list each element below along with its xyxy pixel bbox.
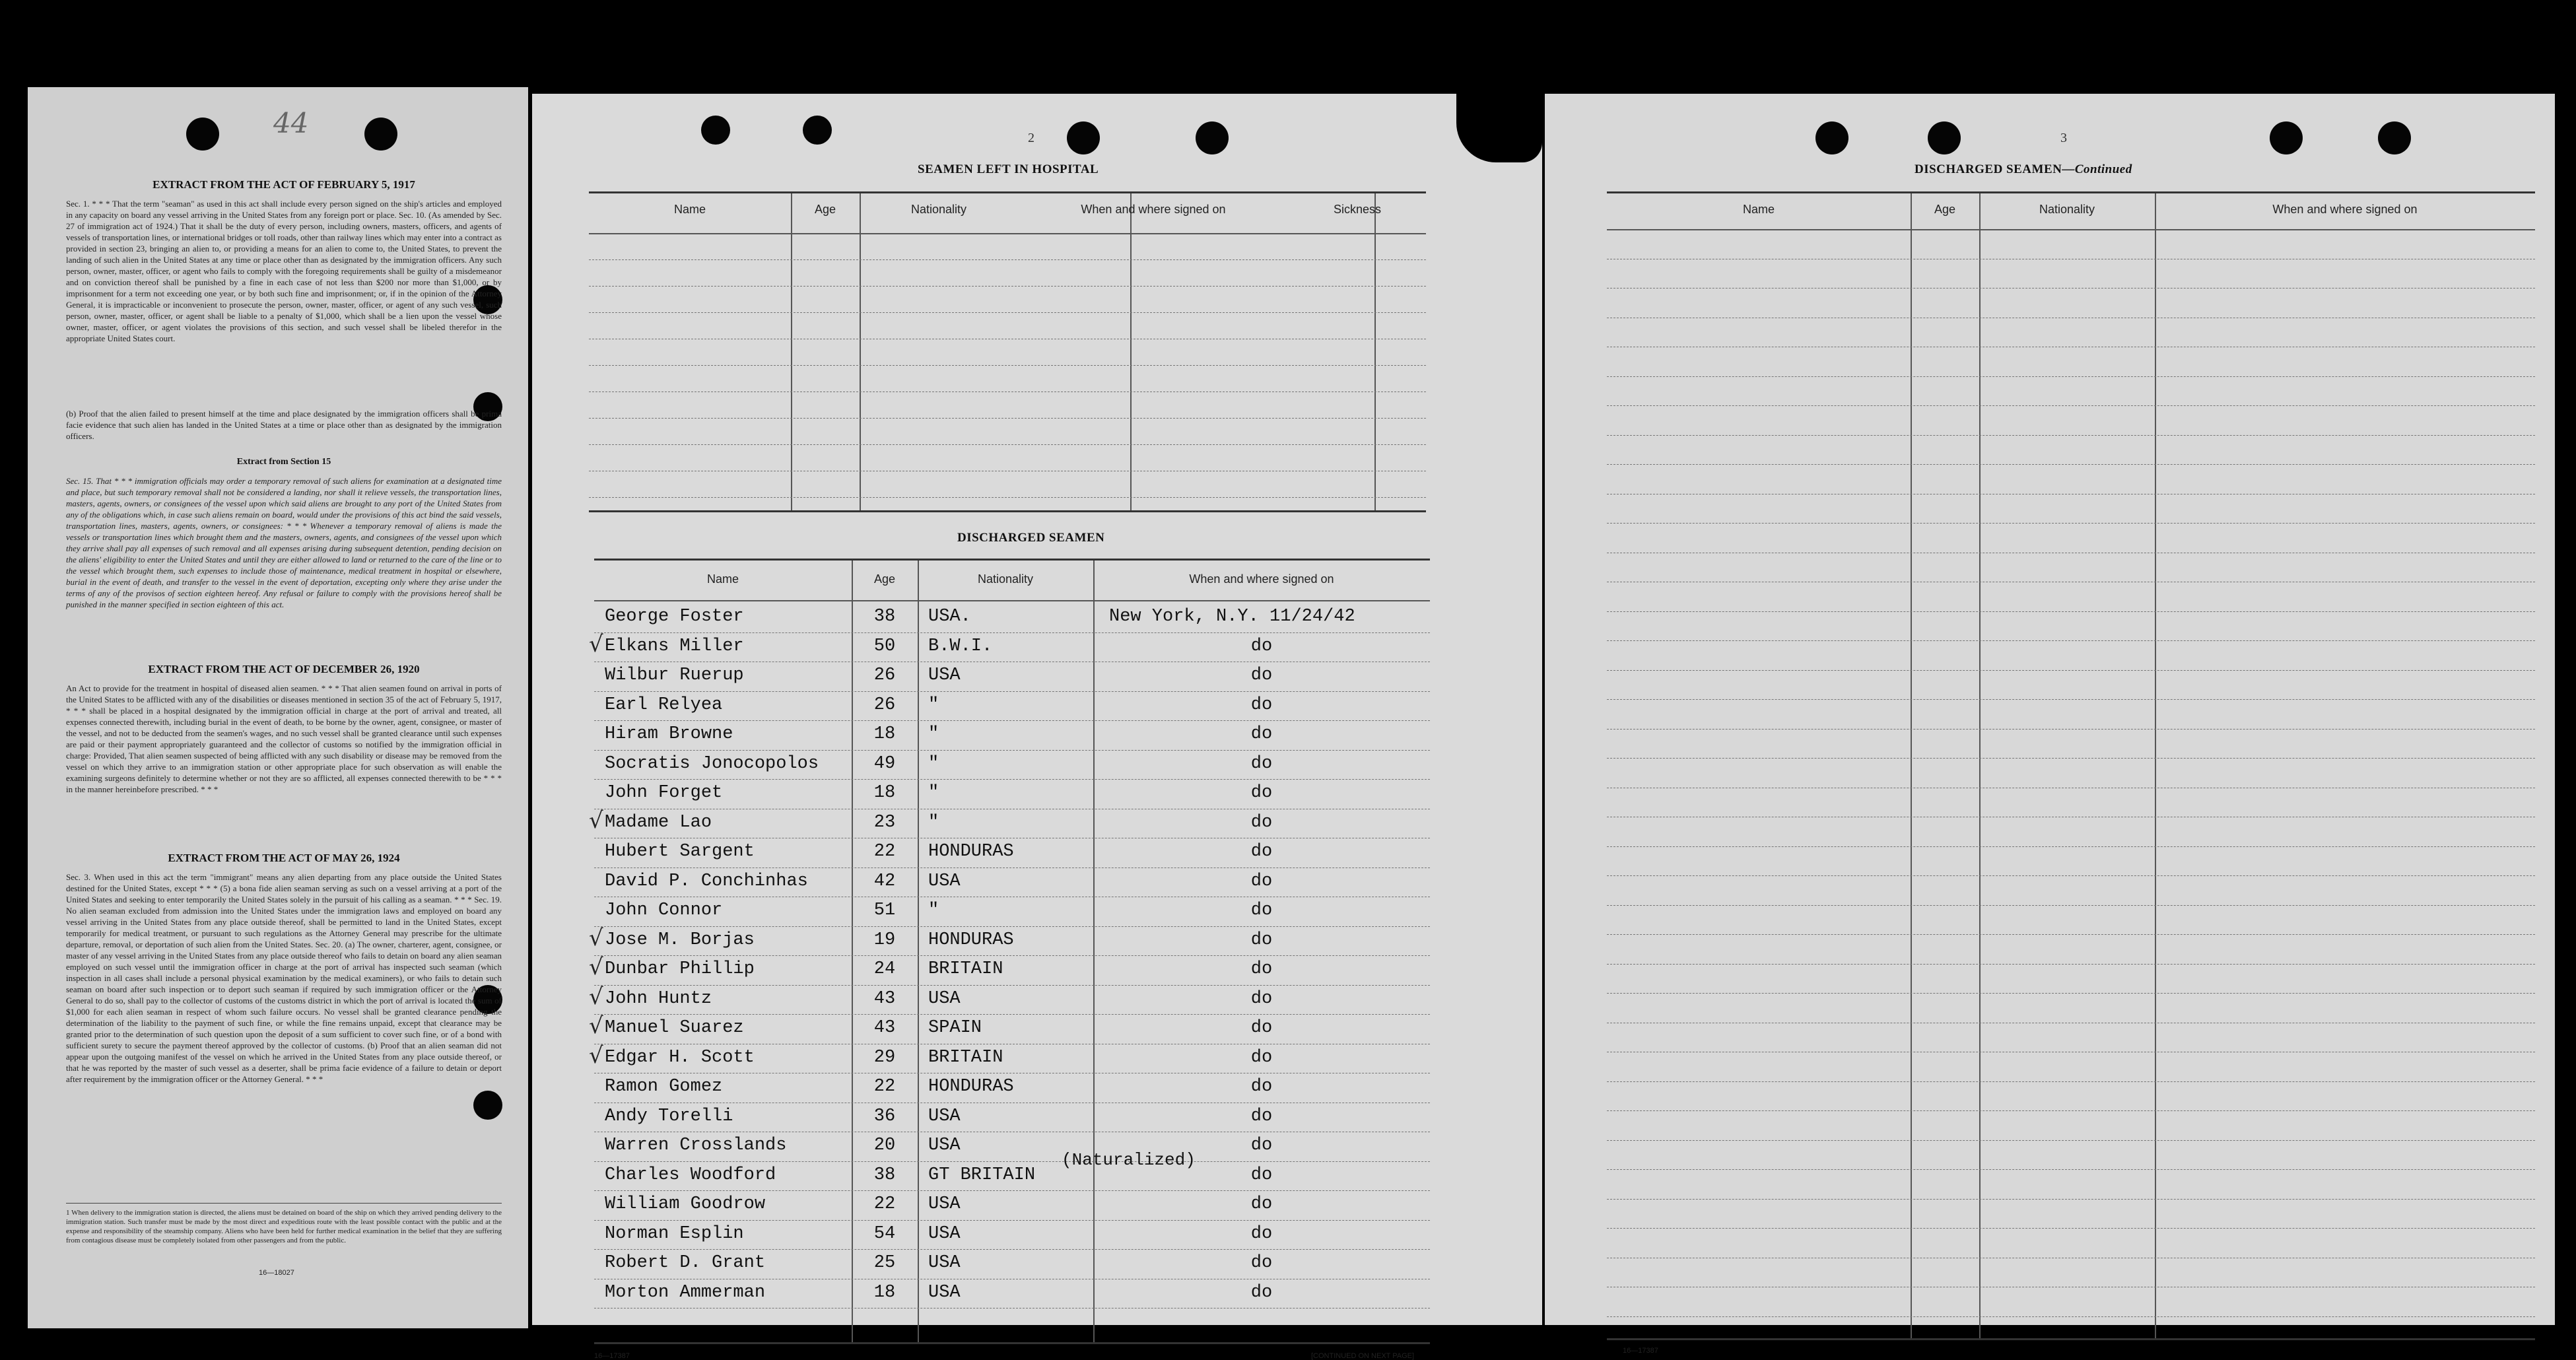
page-number: 3 xyxy=(2060,131,2067,145)
right-form-code: 16—17387 xyxy=(1623,1347,1658,1355)
row-rule xyxy=(1607,288,2535,289)
seaman-nationality: USA xyxy=(928,1282,961,1303)
act-1924-text: Sec. 3. When used in this act the term "immigrant" means any alien departing from any place outside the United States destined for the United States, except * * * (5) a bona fide alien seaman serving as such on a vessel arriving at a port of the United States and seeking to enter temporarily the United States solely in the pursuit of his calling as a seaman. * * * Sec. 19. No alien seaman excluded from admission into the United States under the immigration laws and employed on board any vessel arriving in the United States from any place outside thereof, shall be permitted to land in the United States, except temporarily for medical treatment, or pursuant to such regulations as the Attorney General may prescribe for the ultimate departure, removal, or deportation of such alien from the United States. Sec. 20. (a) The owner, charterer, agent, consignee, or master of any vessel arriving in the United States from any place outside thereof who fails to detain on board any alien seaman employed on such vessel until the immigration officer in charge at the port of arrival has inspected such seaman (which inspection in all cases shall include a personal physical examination by the medical examiners), or who fails to detain such seaman on board after such inspection or to deport such seaman if required by such immigration officer or the Attorney General to do so, shall pay to the collector of customs of the customs district in which the port of arrival is located the sum of $1,000 for each alien seaman in respect of whom such failure occurs. No vessel shall be granted clearance pending the determination of the liability to the payment of such fine, or while the fine remains unpaid, except that clearance may be granted prior to the determination of such question upon the deposit of a sum sufficient to cover such fine, or of a bond with sufficient surety to secure the payment thereof approved by the collector of customs. (b) Proof that an alien seaman did not appear upon the outgoing manifest of the vessel on which he arrived in the United States from any place outside thereof, or that he was reported by the master of such vessel as a deserter, shall be prima facie evidence of a failure to detain or deport after requirement by the immigration officer or the Attorney General. * * * xyxy=(66,872,502,1084)
seaman-nationality: BRITAIN xyxy=(928,959,1003,979)
seaman-name: John Huntz xyxy=(605,988,712,1009)
row-rule xyxy=(594,632,1430,633)
seaman-name: Hiram Browne xyxy=(605,724,733,744)
seaman-age: 26 xyxy=(873,695,896,715)
seaman-nationality: BRITAIN xyxy=(928,1047,1003,1068)
seaman-signed-on: do xyxy=(1250,1077,1273,1097)
seaman-nationality: USA xyxy=(928,988,961,1009)
seaman-age: 26 xyxy=(873,665,896,685)
seaman-age: 38 xyxy=(873,1165,896,1185)
seaman-signed-on: do xyxy=(1250,1047,1273,1068)
discharged-section-title: DISCHARGED SEAMEN xyxy=(957,531,1105,545)
seaman-age: 43 xyxy=(873,988,896,1009)
check-mark-icon: √ xyxy=(589,1042,603,1069)
punch-hole xyxy=(701,116,730,145)
seaman-signed-on: do xyxy=(1250,636,1273,656)
row-rule xyxy=(1607,993,2535,994)
naturalized-annotation: (Naturalized) xyxy=(1062,1150,1196,1170)
seaman-name: Andy Torelli xyxy=(605,1106,733,1126)
discharged-continued-title xyxy=(1915,162,2132,177)
seaman-name: Wilbur Ruerup xyxy=(605,665,744,685)
hospital-header-signed-on: When and where signed on xyxy=(1081,203,1226,216)
seaman-age: 23 xyxy=(873,812,896,833)
seaman-nationality: " xyxy=(928,695,939,715)
discharged-table xyxy=(589,559,1430,1344)
hospital-table xyxy=(589,191,1426,512)
row-rule xyxy=(1607,405,2535,406)
seaman-nationality: " xyxy=(928,812,939,833)
footnote-rule xyxy=(66,1203,502,1204)
seaman-nationality: GT BRITAIN xyxy=(928,1165,1036,1185)
row-rule xyxy=(1607,934,2535,935)
seaman-name: Norman Esplin xyxy=(605,1223,744,1244)
section-15-text: Sec. 15. That * * * immigration officials may order a temporary removal of such aliens for examination at a designated time and place, but such temporary removal shall not be considered a landing, nor shall it relieve vessels, the transportation lines, masters, agents, owners, or consignees of the vessel upon which said aliens are brought to any port of the United States from any of the obligations which, in case such aliens remain on board, would under the provisions of this act bind the said vessels, transportation lines, masters, agents, owners, or consignees: * * * Whenever a temporary removal of aliens is made the vessels or transportation lines which brought them and the masters, owners, agents, and consignees of the vessel upon which they arrive shall pay all expenses of such removal and all expenses arising during subsequent detention, pending decision on the aliens' eligibility to enter the United States and until they are either allowed to land or returned to the care of the line or to the vessel which brought them, such expenses to include those of maintenance, medical treatment in hospital or elsewhere, burial in the event of death, and transfer to the vessel in the event of deportation, excepting only where they arise under the terms of any of the provisos of section eighteen hereof. Any refusal or failure to comply with the provisions hereof shall be punished in the manner specified in section eighteen of this act. xyxy=(66,476,502,609)
seaman-signed-on: do xyxy=(1250,1165,1273,1185)
seaman-signed-on: do xyxy=(1250,753,1273,774)
discharged-continued-table xyxy=(1607,191,2535,1340)
act-1920-text: An Act to provide for the treatment in hospital of diseased alien seamen. * * * That alien seamen found on arrival in ports of the United States to be afflicted with any of the disabilities or diseases mentioned in section 35 of the act of February 5, 1917, * * * shall be placed in a hospital designated by the immigration official in charge at the port of arrival and treated, all expenses connected therewith, including burial in the event of death, to be borne by the owner, agent, consignee, or master of the vessel, and not to be deducted from the seamen's wages, and no such vessel shall be granted clearance until such expenses are paid or their payment appropriately guaranteed and the collector of customs so notified by the immigration official in charge: Provided, That alien seamen suspected of being afflicted with any such disability or disease may be removed from the vessel on which they arrive to an immigration station or other appropriate place for such observation as will enable the examining surgeons definitely to determine whether or not they are so afflicted, all expenses connected therewith to be * * * in the manner hereinbefore prescribed. * * * xyxy=(66,683,502,794)
seaman-name: Hubert Sargent xyxy=(605,842,755,862)
seaman-age: 49 xyxy=(873,753,896,774)
seaman-signed-on: do xyxy=(1250,1194,1273,1214)
row-rule xyxy=(594,955,1430,956)
punch-hole xyxy=(1067,121,1100,154)
seaman-nationality: " xyxy=(928,901,939,920)
seaman-nationality: USA xyxy=(928,871,961,891)
seaman-nationality: " xyxy=(928,783,939,803)
seaman-age: 51 xyxy=(873,901,896,920)
seaman-name: William Goodrow xyxy=(605,1194,766,1214)
hospital-section-title: SEAMEN LEFT IN HOSPITAL xyxy=(918,162,1099,176)
act-1924-heading: EXTRACT FROM THE ACT OF MAY 26, 1924 xyxy=(168,852,400,864)
seaman-nationality: USA xyxy=(928,1194,961,1214)
punch-hole xyxy=(186,118,219,151)
seaman-name: John Connor xyxy=(605,901,723,920)
seaman-signed-on: do xyxy=(1250,901,1273,920)
discharged-header-nationality: Nationality xyxy=(977,572,1034,586)
row-rule xyxy=(1607,699,2535,700)
right-sheet-page-3 xyxy=(1545,94,2555,1355)
row-rule xyxy=(1607,611,2535,612)
row-rule xyxy=(589,286,1426,287)
row-rule xyxy=(594,985,1430,986)
row-rule xyxy=(594,1190,1430,1191)
seaman-age: 18 xyxy=(873,1282,896,1303)
row-rule xyxy=(1607,1199,2535,1200)
hospital-header-name: Name xyxy=(673,203,706,216)
seaman-nationality: SPAIN xyxy=(928,1018,982,1038)
act-1920-heading: EXTRACT FROM THE ACT OF DECEMBER 26, 1920 xyxy=(148,663,420,675)
seaman-age: 54 xyxy=(873,1223,896,1244)
row-rule xyxy=(594,720,1430,721)
middle-form-code: 16—17387 xyxy=(594,1352,630,1360)
section-15-heading: Extract from Section 15 xyxy=(236,457,331,467)
title-continued: —Continued xyxy=(2062,162,2132,176)
row-rule xyxy=(1607,875,2535,876)
check-mark-icon: √ xyxy=(589,807,603,834)
row-rule xyxy=(1607,1140,2535,1141)
right-header-signed-on: When and where signed on xyxy=(2272,203,2418,216)
row-rule xyxy=(594,1249,1430,1250)
row-rule xyxy=(1607,846,2535,847)
row-rule xyxy=(1607,1316,2535,1317)
seaman-name: Robert D. Grant xyxy=(605,1253,766,1273)
seaman-name: Jose M. Borjas xyxy=(605,930,755,950)
punch-hole xyxy=(2270,121,2303,154)
seaman-name: Ramon Gomez xyxy=(605,1077,723,1097)
punch-hole xyxy=(803,116,832,145)
row-rule xyxy=(594,1014,1430,1015)
seaman-nationality: HONDURAS xyxy=(928,930,1014,950)
row-rule xyxy=(1607,640,2535,641)
seaman-name: George Foster xyxy=(605,607,744,627)
page-number: 2 xyxy=(1028,131,1034,145)
row-rule xyxy=(1607,964,2535,965)
continued-note: [CONTINUED ON NEXT PAGE] xyxy=(1311,1352,1415,1360)
seaman-nationality: HONDURAS xyxy=(928,1077,1014,1097)
seaman-age: 43 xyxy=(873,1018,896,1038)
row-rule xyxy=(1607,1081,2535,1082)
seaman-name: Elkans Miller xyxy=(605,636,744,656)
seaman-nationality: USA xyxy=(928,1136,961,1155)
title-main: DISCHARGED SEAMEN xyxy=(1915,162,2062,176)
act-1917-text: Sec. 1. * * * That the term "seaman" as used in this act shall include every person signed on the ship's articles and employed in any capacity on board any vessel arriving in the United States from any foreign port or place. Sec. 10. (As amended by Sec. 27 of immigration act of 1924.) That it shall be the duty of every person, including owners, masters, officers, and agents of vessels of transportation lines, or international bridges or toll roads, other than railway lines which may enter into a contract as provided in section 23, bringing an alien to, or providing a means for an alien to come to, the United States, to prevent the landing of such alien in the United States at any time or place other than as designated by the immigration officers. Any such person, owner, master, officer, or agent who fails to comply with the foregoing requirements shall be guilty of a misdemeanor and on conviction thereof shall be punished by a fine in each case of not less than $200 nor more than $1,000, or by imprisonment for a term not exceeding one year, or by both such fine and imprisonment; or, if in the opinion of the Attorney General, it is impracticable or inconvenient to prosecute the person, owner, master, officer, or agent of any such vessel, such person, owner, master, officer, or agent shall be liable to a penalty of $1,000, which shall be a lien upon the vessel whose owner, master, officer, or agent violates the provisions of this section, and such vessel shall be libeled therefor in the appropriate United States court. xyxy=(66,199,502,343)
check-mark-icon: √ xyxy=(589,1013,603,1039)
row-rule xyxy=(1607,1228,2535,1229)
punch-hole xyxy=(1196,121,1229,154)
discharged-header-age: Age xyxy=(873,572,896,586)
row-rule xyxy=(1607,729,2535,730)
seaman-age: 38 xyxy=(873,607,896,627)
seaman-signed-on: do xyxy=(1250,812,1273,833)
seaman-age: 50 xyxy=(873,636,896,656)
seaman-signed-on: do xyxy=(1250,665,1273,685)
seaman-signed-on: do xyxy=(1250,842,1273,862)
row-rule xyxy=(1607,523,2535,524)
seaman-age: 22 xyxy=(873,1194,896,1214)
seaman-nationality: USA xyxy=(928,1253,961,1273)
seaman-age: 36 xyxy=(873,1106,896,1126)
seaman-name: Edgar H. Scott xyxy=(605,1047,755,1068)
seaman-nationality: B.W.I. xyxy=(928,636,993,656)
seaman-nationality: " xyxy=(928,753,939,774)
row-rule xyxy=(589,259,1426,260)
seaman-signed-on: do xyxy=(1250,1282,1273,1303)
seaman-signed-on: do xyxy=(1250,724,1273,744)
seaman-signed-on: New York, N.Y. 11/24/42 xyxy=(1109,607,1355,627)
check-mark-icon: √ xyxy=(589,630,603,658)
seaman-age: 18 xyxy=(873,724,896,744)
seaman-signed-on: do xyxy=(1250,1018,1273,1038)
seaman-age: 24 xyxy=(873,959,896,979)
seaman-signed-on: do xyxy=(1250,959,1273,979)
right-header-name: Name xyxy=(1742,203,1775,216)
row-rule xyxy=(594,750,1430,751)
seaman-name: John Forget xyxy=(605,783,723,803)
seaman-age: 19 xyxy=(873,930,896,950)
footnote-text: 1 When delivery to the immigration station is directed, the aliens must be detained on board of the ship on which they arrived pending delivery to the immigration station. Such transfer must be made by the most direct and expeditious route with the least possible contact with the public and at the expense and responsibility of the steamship company. Aliens who have been held for further medical examination in the belief that they are suffering from contagious disease must be completely isolated from other passengers and from the public. xyxy=(66,1209,502,1244)
discharged-header-signed-on: When and where signed on xyxy=(1189,572,1334,586)
seaman-name: Dunbar Phillip xyxy=(605,959,755,979)
seaman-signed-on: do xyxy=(1250,988,1273,1009)
row-rule xyxy=(594,926,1430,927)
hospital-header-nationality: Nationality xyxy=(910,203,967,216)
seaman-nationality: HONDURAS xyxy=(928,842,1014,862)
row-rule xyxy=(1607,435,2535,436)
check-mark-icon: √ xyxy=(589,954,603,980)
row-rule xyxy=(594,779,1430,780)
seaman-age: 18 xyxy=(873,783,896,803)
seaman-nationality: USA xyxy=(928,1106,961,1126)
seaman-signed-on: do xyxy=(1250,930,1273,950)
hospital-header-age: Age xyxy=(814,203,836,216)
seaman-age: 22 xyxy=(873,1077,896,1097)
row-rule xyxy=(594,691,1430,692)
seaman-signed-on: do xyxy=(1250,783,1273,803)
seaman-name: Earl Relyea xyxy=(605,695,723,715)
act-1917-proof-text: (b) Proof that the alien failed to present himself at the time and place designated by the immigration officers shall be prima facie evidence that such alien has landed in the United States at a time or place other than as designated by the immigration officers. xyxy=(66,409,502,441)
seaman-signed-on: do xyxy=(1250,1223,1273,1244)
seaman-name: David P. Conchinhas xyxy=(605,871,808,891)
row-rule xyxy=(594,1220,1430,1221)
check-mark-icon: √ xyxy=(589,924,603,951)
check-mark-icon: √ xyxy=(589,983,603,1010)
row-rule xyxy=(1607,758,2535,759)
left-legal-sheet xyxy=(28,87,528,1328)
seaman-signed-on: do xyxy=(1250,1253,1273,1273)
row-rule xyxy=(589,391,1426,392)
seaman-age: 25 xyxy=(873,1253,896,1273)
row-rule xyxy=(1607,1169,2535,1170)
row-rule xyxy=(589,365,1426,366)
seaman-signed-on: do xyxy=(1250,695,1273,715)
middle-sheet-page-2 xyxy=(532,94,1542,1360)
row-rule xyxy=(594,1161,1430,1162)
right-header-nationality: Nationality xyxy=(2039,203,2095,216)
discharged-header-name: Name xyxy=(706,572,739,586)
seaman-age: 22 xyxy=(873,842,896,862)
left-form-code: 16—18027 xyxy=(259,1269,294,1277)
seaman-nationality: USA. xyxy=(928,607,971,627)
row-rule xyxy=(1607,464,2535,465)
right-header-age: Age xyxy=(1934,203,1956,216)
row-rule xyxy=(1607,1110,2535,1111)
seaman-signed-on: do xyxy=(1250,871,1273,891)
seaman-age: 20 xyxy=(873,1136,896,1155)
handwritten-page-number: 44 xyxy=(273,107,309,139)
seaman-name: Madame Lao xyxy=(605,812,712,833)
seaman-name: Morton Ammerman xyxy=(605,1282,766,1303)
seaman-signed-on: do xyxy=(1250,1136,1273,1155)
seaman-name: Warren Crosslands xyxy=(605,1136,787,1155)
punch-hole xyxy=(2378,121,2411,154)
row-rule xyxy=(594,1308,1430,1309)
row-rule xyxy=(589,444,1426,445)
row-rule xyxy=(594,867,1430,868)
seaman-signed-on: do xyxy=(1250,1106,1273,1126)
act-1917-heading: EXTRACT FROM THE ACT OF FEBRUARY 5, 1917 xyxy=(153,178,415,191)
row-rule xyxy=(1607,670,2535,671)
punch-hole xyxy=(1815,121,1848,154)
torn-corner xyxy=(1456,90,1542,162)
punch-hole xyxy=(1928,121,1961,154)
seaman-nationality: USA xyxy=(928,665,961,685)
row-rule xyxy=(589,497,1426,498)
seaman-nationality: USA xyxy=(928,1223,961,1244)
row-rule xyxy=(589,418,1426,419)
hospital-header-sickness: Sickness xyxy=(1333,203,1382,216)
seaman-nationality: " xyxy=(928,724,939,744)
punch-hole xyxy=(364,118,397,151)
row-rule xyxy=(1607,905,2535,906)
seaman-name: Socratis Jonocopolos xyxy=(605,753,819,774)
row-rule xyxy=(1607,376,2535,377)
seaman-age: 42 xyxy=(873,871,896,891)
seaman-name: Manuel Suarez xyxy=(605,1018,744,1038)
row-rule xyxy=(589,312,1426,313)
seaman-name: Charles Woodford xyxy=(605,1165,776,1185)
seaman-age: 29 xyxy=(873,1047,896,1068)
